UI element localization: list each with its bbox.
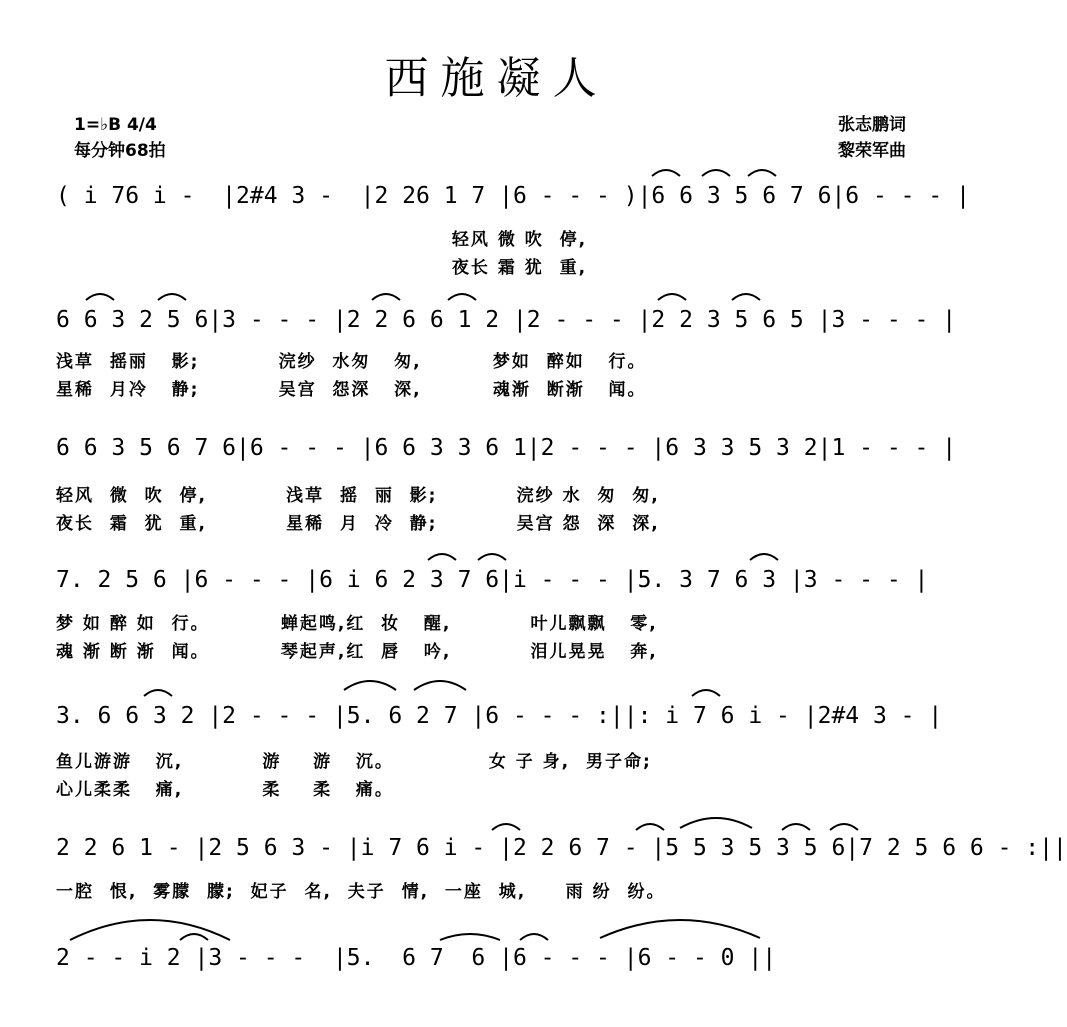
- staff-line-3: 6 6 3 5 6 7 6|6 - - - |6 6 3 3 6 1|2 - - - |6 3 3 5 3 2|1 - - - |: [56, 435, 957, 461]
- lyric-line-1-verse-2: 夜长 霜 犹 重,: [56, 258, 588, 278]
- staff-line-4: 7. 2 5 6 |6 - - - |6 i 6 2 3 7 6|i - - - |5. 3 7 6 3 |3 - - - |: [56, 567, 929, 593]
- lyric-line-5-verse-1: 鱼儿游游 沉, 游 游 沉。 女 子 身, 男子命;: [56, 752, 652, 772]
- lyric-line-3-verse-2: 夜长 霜 犹 重, 星稀 月 冷 静; 吴宫 怨 深 深,: [56, 514, 660, 534]
- tempo-marking: 每分钟68拍: [74, 141, 166, 161]
- lyric-line-6-verse-1: 一腔 恨, 雾朦 朦; 妃子 名, 夫子 情, 一座 城, 雨 纷 纷。: [56, 882, 666, 902]
- staff-line-6: 2 2 6 1 - |2 5 6 3 - |i 7 6 i - |2 2 6 7 - |5 5 3 5 3 5 6|7 2 5 6 6 - :||: [56, 835, 1067, 861]
- lyric-line-2-verse-2: 星稀 月冷 静; 吴宫 怨深 深, 魂渐 断渐 闻。: [56, 380, 647, 400]
- lyricist-credit: 张志鹏词: [838, 115, 906, 135]
- lyric-line-4-verse-2: 魂 渐 断 渐 闻。 琴起声,红 唇 吟, 泪儿晃晃 奔,: [56, 642, 658, 662]
- staff-line-1: ( i 76 i - |2#4 3 - |2 26 1 7 |6 - - - )|6 6 3 5 6 7 6|6 - - - |: [56, 183, 970, 209]
- staff-line-2: 6 6 3 2 5 6|3 - - - |2 2 6 6 1 2 |2 - - - |2 2 3 5 6 5 |3 - - - |: [56, 307, 957, 333]
- lyric-line-4-verse-1: 梦 如 醉 如 行。 蝉起鸣,红 妆 醒, 叶儿飘飘 零,: [56, 614, 658, 634]
- lyric-line-3-verse-1: 轻风 微 吹 停, 浅草 摇 丽 影; 浣纱 水 匆 匆,: [56, 486, 660, 506]
- composer-credit: 黎荣军曲: [838, 141, 906, 161]
- song-title: 西施凝人: [384, 53, 609, 104]
- key-time-signature: 1=♭B 4/4: [74, 115, 157, 135]
- staff-line-5: 3. 6 6 3 2 |2 - - - |5. 6 2 7 |6 - - - :||: i 7 6 i - |2#4 3 - |: [56, 703, 943, 729]
- lyric-line-5-verse-2: 心儿柔柔 痛, 柔 柔 痛。: [56, 780, 394, 800]
- staff-line-7: 2 - - i 2 |3 - - - |5. 6 7 6 |6 - - - |6 - - 0 ||: [56, 945, 777, 971]
- lyric-line-2-verse-1: 浅草 摇丽 影; 浣纱 水匆 匆, 梦如 醉如 行。: [56, 352, 647, 372]
- lyric-line-1-verse-1: 轻风 微 吹 停,: [56, 230, 588, 250]
